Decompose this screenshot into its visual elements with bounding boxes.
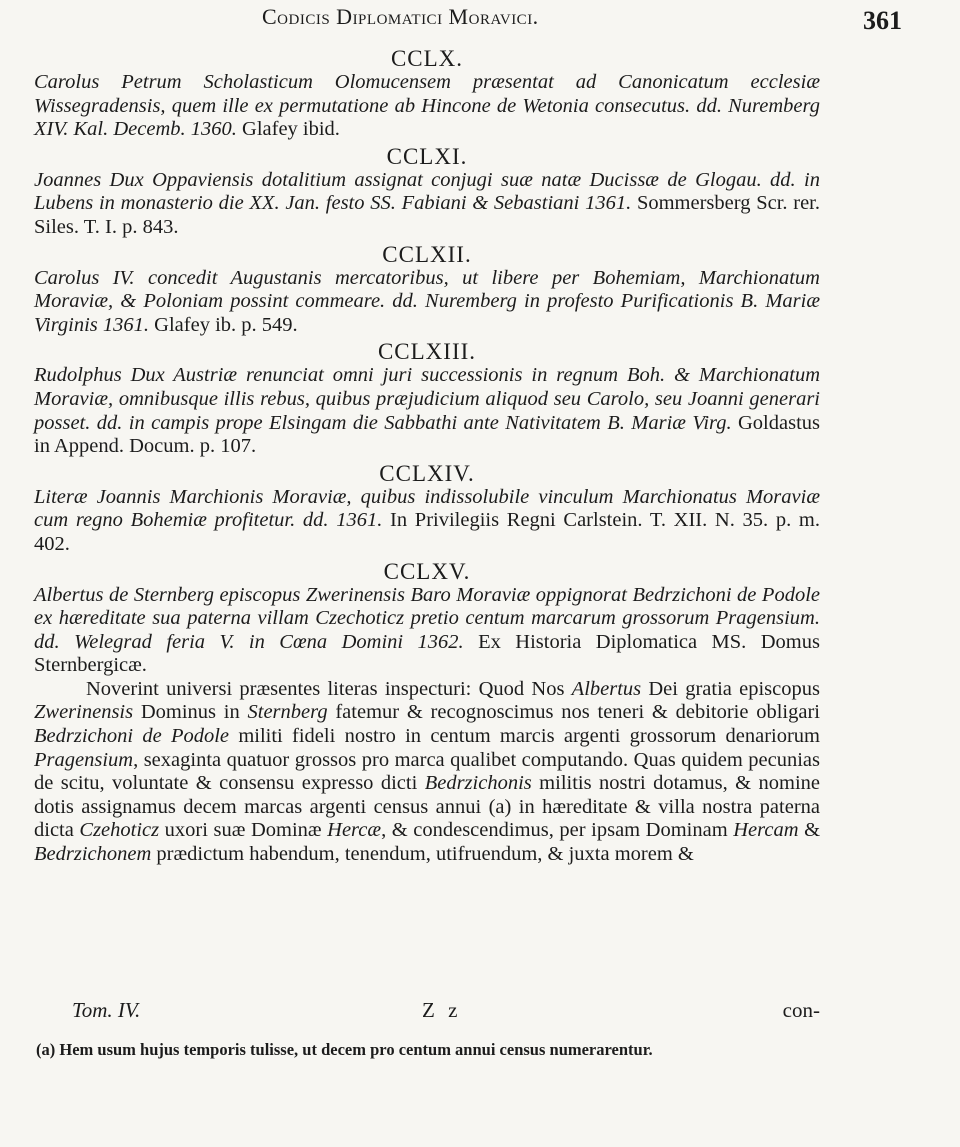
charter-name: Bedrzichonem — [34, 843, 152, 866]
page-header — [0, 2, 960, 36]
charter-name: Sternberg — [247, 701, 328, 724]
charter-name: Zwerinensis — [34, 701, 134, 724]
entry-regest — [34, 71, 820, 142]
entry-regest — [34, 364, 820, 458]
entry-source: Sommersberg Scr. rer. Siles. T. I. p. 843. — [34, 192, 820, 238]
entry-regest — [34, 267, 820, 338]
entry-260 — [34, 46, 820, 142]
charter-text-run: Noverint universi præsentes literas inspecturi: Quod Nos — [86, 677, 572, 700]
charter-text-run: , sexaginta quatuor grossos pro marca qualibet computando. Quas quidem pecunias de scitu, voluntate & consensu expresso dicti — [34, 748, 820, 795]
charter-text-run: militi fideli nostro in centum marcis argenti grossorum denariorum — [229, 725, 820, 748]
entry-number: CCLX. — [390, 46, 464, 71]
signature-mark: Z z — [422, 998, 462, 1022]
signature-line — [72, 998, 820, 1026]
entry-source: Ex Historia Diplomatica MS. Domus Sternbergicæ. — [34, 630, 820, 677]
page-number: 361 — [863, 6, 902, 35]
entry-summary: Rudolphus Dux Austriæ renunciat omni juri successionis in regnum Boh. & Marchionatum Moraviæ, omnibusque illis rebus, quibus præjudicium aliquod seu Carolo, seu Joanni generari posset. dd. in campis prope Elsingam die Sabbathi ante Nativitatem B. Mariæ Virg. — [34, 364, 820, 434]
charter-name: Albertus — [571, 677, 642, 700]
entry-regest — [34, 584, 820, 678]
charter-name: Pragensium — [34, 748, 134, 771]
charter-name: Bedrzichonis — [424, 772, 532, 795]
entry-regest — [34, 169, 820, 240]
entry-264 — [34, 461, 820, 557]
volume-mark: Tom. IV. — [72, 998, 141, 1022]
entry-source: Glafey ib. p. 549. — [149, 313, 298, 336]
charter-text-run: prædictum habendum, tenendum, utifruendum, & juxta morem & — [151, 843, 694, 866]
charter-text-run: fatemur & recognoscimus nos teneri & debitorie obligari — [327, 701, 820, 724]
entry-number: CCLXIII. — [377, 339, 477, 365]
entry-number: CCLXIV. — [379, 460, 475, 486]
charter-text-run: uxori suæ Dominæ — [159, 819, 328, 842]
charter-name: Hercæ — [327, 819, 382, 842]
page-body — [34, 44, 820, 867]
charter-text-run: Dei gratia episcopus — [641, 677, 820, 700]
entry-number: CCLXI. — [386, 143, 468, 169]
charter-text — [34, 678, 820, 867]
entry-number: CCLXII. — [382, 241, 472, 267]
entry-summary: Literæ Joannis Marchionis Moraviæ, quibus indissolubile vinculum Marchionatus Moraviæ cum regno Bohemiæ profitetur. dd. 1361. — [34, 485, 820, 532]
entry-regest — [34, 486, 820, 557]
entry-summary: Carolus IV. concedit Augustanis mercatoribus, ut libere per Bohemiam, Marchionatum Moraviæ, & Poloniam possint commeare. dd. Nuremberg in profesto Purificationis B. Mariæ Virginis 1361. — [34, 266, 820, 336]
entry-source: Goldastus in Append. Docum. p. 107. — [34, 411, 821, 458]
entry-262 — [34, 242, 820, 338]
charter-name: Hercam — [733, 819, 799, 842]
catchword: con- — [782, 998, 820, 1022]
entry-261 — [34, 144, 820, 240]
charter-text-run: & — [798, 819, 821, 842]
charter-name: Bedrzichoni de Podole — [34, 725, 230, 748]
entry-summary: Albertus de Sternberg episcopus Zwerinensis Baro Moraviæ oppignorat Bedrzichoni de Podole ex hæreditate sua paterna villam Czechoticz pretio centum marcarum grossorum Pragensium. dd. Welegrad feria V. in Cœna Domini 1362. — [34, 583, 820, 653]
entry-265 — [34, 559, 820, 678]
charter-text-run: militis nostri dotamus, & nomine dotis assignamus decem marcas argenti census annui (a) in hæreditate & villa nostra paterna dicta — [34, 772, 820, 842]
entry-263 — [34, 339, 820, 458]
running-head: Codicis Diplomatici Moravici. — [262, 4, 539, 29]
entry-source: In Privilegiis Regni Carlstein. T. XII. N. 35. p. m. 402. — [34, 509, 820, 555]
charter-name: Czehoticz — [79, 819, 160, 842]
entry-source: Glafey ibid. — [236, 118, 340, 141]
entry-summary: Carolus Petrum Scholasticum Olomucensem præsentat ad Canonicatum ecclesiæ Wissegradensis, quem ille ex permutatione ab Hincone de Wetonia consecutus. dd. Nuremberg XIV. Kal. Decemb. 1360. — [34, 71, 820, 141]
footnote: (a) Hem usum hujus temporis tulisse, ut decem pro centum annui census numerarentur. — [36, 1040, 653, 1059]
charter-text-run: , & condescendimus, per ipsam Dominam — [381, 819, 734, 842]
entry-number: CCLXV. — [383, 558, 471, 584]
entry-summary: Joannes Dux Oppaviensis dotalitium assignat conjugi suæ natæ Ducissæ de Glogau. dd. in Lubens in monasterio die XX. Jan. festo SS. Fabiani & Sebastiani 1361. — [34, 168, 820, 215]
charter-text-run: Dominus in — [133, 701, 248, 724]
